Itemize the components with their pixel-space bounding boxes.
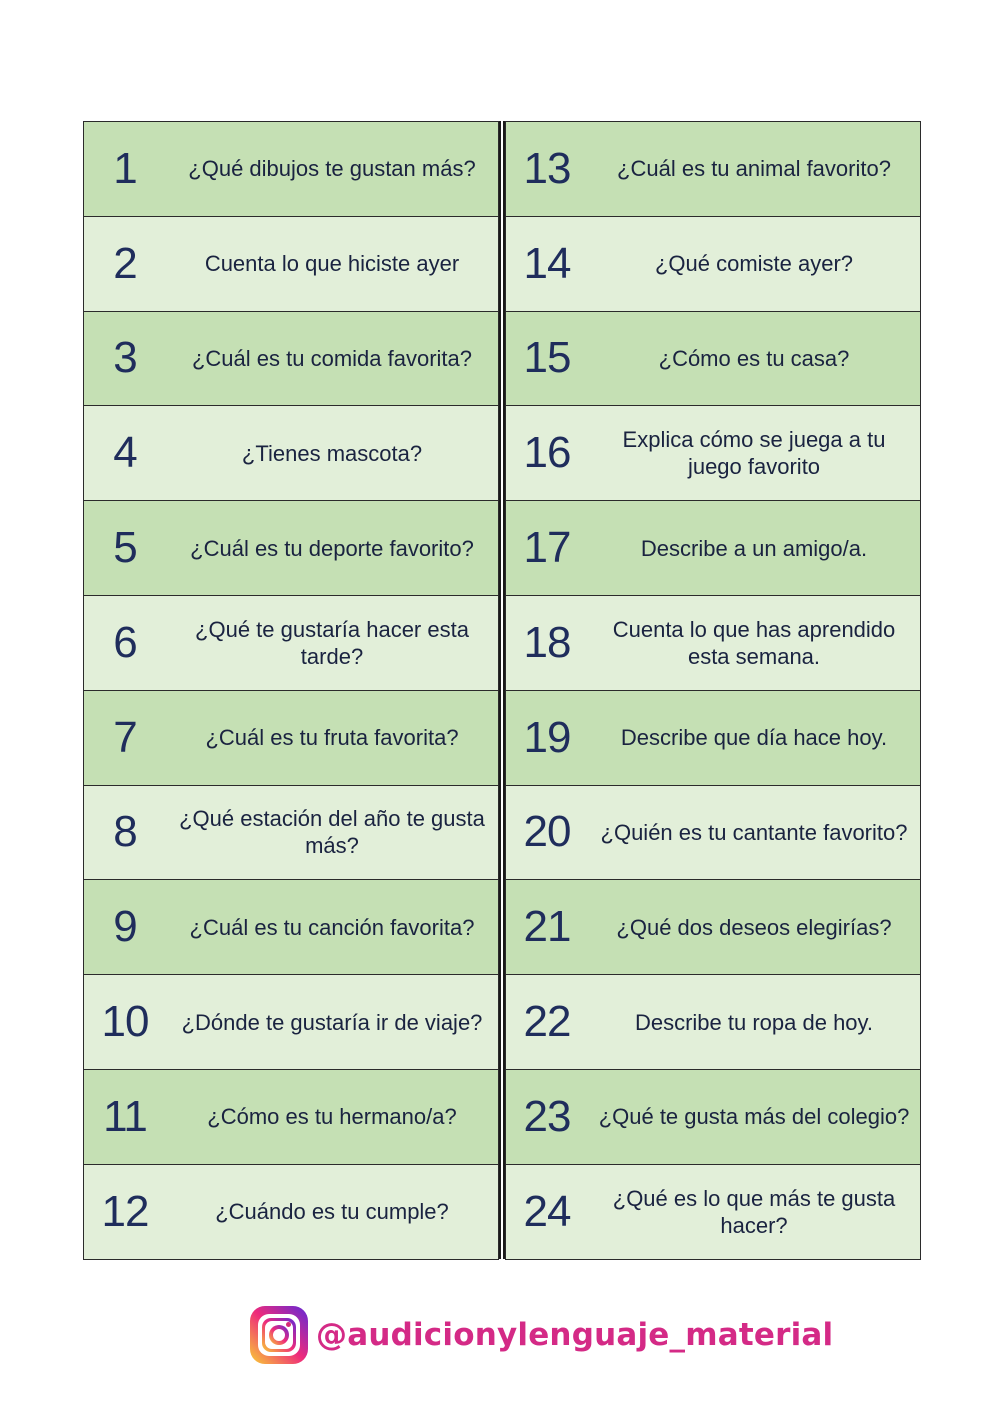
card-number: 8 (113, 807, 137, 857)
card-number: 18 (523, 617, 571, 667)
left-column (83, 121, 499, 1259)
card-number: 21 (523, 902, 571, 952)
instagram-icon (250, 1306, 308, 1364)
card-number: 3 (113, 333, 137, 383)
card-question: ¿Tienes mascota? (241, 440, 423, 466)
question-card (505, 880, 921, 975)
card-number: 17 (523, 523, 571, 573)
card-number: 15 (523, 333, 571, 383)
card-number: 13 (523, 143, 571, 193)
card-number: 7 (113, 712, 137, 762)
card-question: Cuenta lo que hiciste ayer (204, 251, 460, 277)
question-card (83, 596, 499, 691)
card-number: 1 (113, 143, 137, 193)
card-number: 12 (101, 1186, 149, 1236)
question-card (505, 691, 921, 786)
card-number: 23 (523, 1091, 571, 1141)
question-card (83, 501, 499, 596)
question-card (83, 1070, 499, 1165)
card-question: ¿Qué estación del año te gusta más? (179, 806, 485, 859)
card-number: 14 (523, 238, 571, 288)
question-card (83, 1165, 499, 1260)
card-number: 16 (523, 428, 571, 478)
card-question: ¿Cuál es tu comida favorita? (191, 345, 473, 371)
card-number: 22 (523, 997, 571, 1047)
card-question: ¿Qué es lo que más te gusta hacer? (612, 1185, 896, 1238)
card-question: ¿Qué dibujos te gustan más? (188, 156, 476, 182)
card-question: ¿Dónde te gustaría ir de viaje? (181, 1009, 483, 1035)
question-card (83, 975, 499, 1070)
footer-credit (250, 1305, 833, 1365)
right-column (505, 121, 921, 1259)
question-card (505, 1070, 921, 1165)
question-card (505, 122, 921, 217)
card-question: Describe que día hace hoy. (620, 725, 888, 751)
card-number: 19 (523, 712, 571, 762)
question-card (83, 312, 499, 407)
card-number: 4 (113, 428, 137, 478)
card-number: 5 (113, 523, 137, 573)
card-question: ¿Qué dos deseos elegirías? (616, 914, 892, 940)
card-question: ¿Cuál es tu canción favorita? (189, 914, 475, 940)
question-card (505, 217, 921, 312)
question-card (505, 501, 921, 596)
card-question: ¿Cuál es tu deporte favorito? (190, 535, 474, 561)
card-question: Cuenta lo que has aprendido esta semana. (612, 616, 896, 669)
question-card (83, 691, 499, 786)
card-question: ¿Cómo es tu casa? (658, 345, 850, 371)
card-question: Explica cómo se juega a tu juego favorito (622, 427, 886, 480)
card-number: 9 (113, 902, 137, 952)
card-number: 10 (101, 997, 149, 1047)
card-question: Describe tu ropa de hoy. (634, 1009, 874, 1035)
card-number: 11 (103, 1091, 147, 1141)
card-question: ¿Cuándo es tu cumple? (215, 1199, 449, 1225)
card-question: ¿Qué te gustaría hacer esta tarde? (195, 616, 469, 669)
card-number: 2 (113, 238, 137, 288)
card-number: 20 (523, 807, 571, 857)
question-card (505, 406, 921, 501)
instagram-handle: @audicionylenguaje_material (316, 1317, 834, 1353)
card-question: ¿Cuál es tu fruta favorita? (205, 725, 459, 751)
question-card (505, 1165, 921, 1260)
question-card (83, 406, 499, 501)
card-question: ¿Qué comiste ayer? (654, 251, 854, 277)
question-card (505, 312, 921, 407)
card-question: ¿Cuál es tu animal favorito? (617, 156, 891, 182)
question-card (83, 122, 499, 217)
card-question: ¿Quién es tu cantante favorito? (600, 819, 908, 845)
question-card-sheet (83, 121, 921, 1259)
card-number: 6 (113, 617, 137, 667)
card-question: ¿Cómo es tu hermano/a? (207, 1104, 457, 1130)
question-card (83, 217, 499, 312)
question-card (505, 786, 921, 881)
question-card (505, 596, 921, 691)
question-card (505, 975, 921, 1070)
card-number: 24 (523, 1186, 571, 1236)
question-card (83, 786, 499, 881)
card-question: Describe a un amigo/a. (640, 535, 868, 561)
card-question: ¿Qué te gusta más del colegio? (598, 1104, 910, 1130)
question-card (83, 880, 499, 975)
